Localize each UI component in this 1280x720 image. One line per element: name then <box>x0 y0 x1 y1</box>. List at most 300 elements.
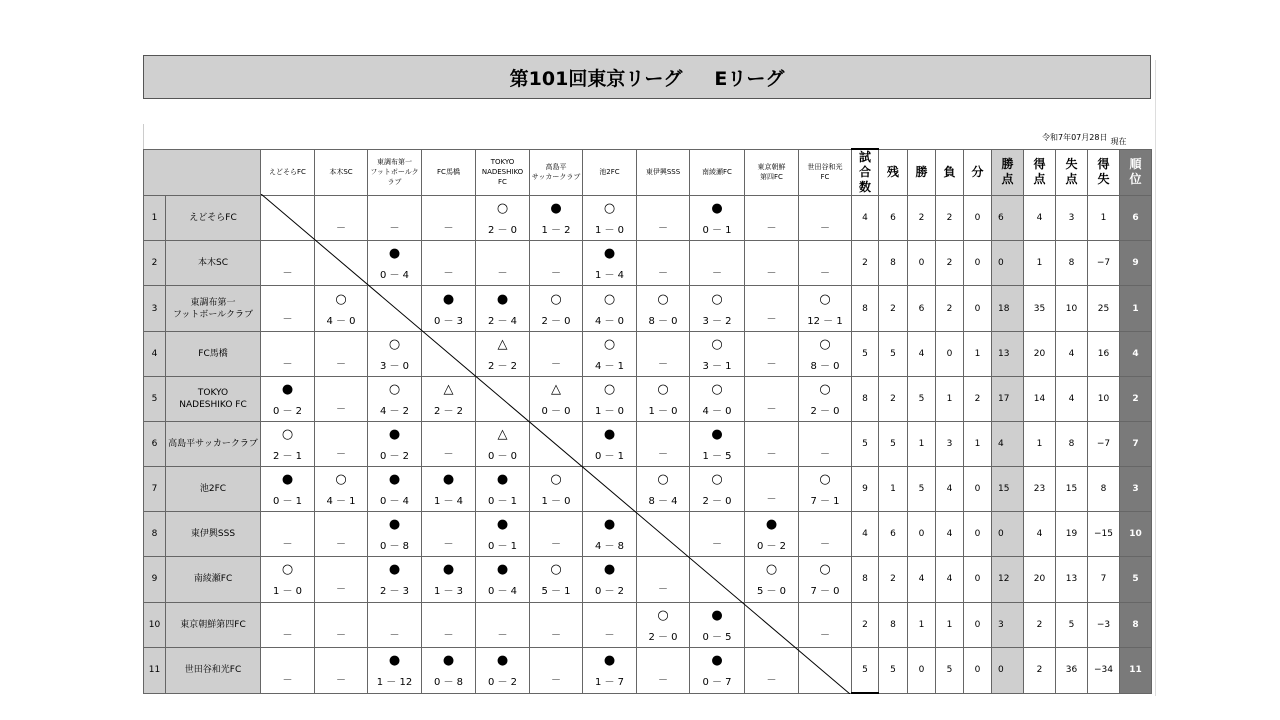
stat-cell: 2 <box>852 602 879 647</box>
match-score: 0 － 0 <box>487 451 518 463</box>
unplayed-dash: － <box>820 268 830 280</box>
stat-cell: 2 <box>879 557 908 602</box>
result-mark: ● <box>442 291 455 307</box>
result-mark: ○ <box>550 291 562 307</box>
header-stat: 分 <box>964 149 992 196</box>
unplayed-dash: － <box>336 223 346 235</box>
result-mark: ○ <box>603 291 616 307</box>
row-number: 3 <box>144 286 166 331</box>
header-stat: 失 点 <box>1056 149 1088 196</box>
stat-cell: 0 <box>964 467 992 512</box>
header-row <box>144 149 1152 196</box>
team-name: 池2FC <box>166 467 261 512</box>
match-score: 8 － 0 <box>648 315 678 327</box>
stat-cell: 2 <box>852 241 879 286</box>
result-mark: ○ <box>496 201 509 217</box>
match-score: 4 － 0 <box>326 315 356 327</box>
match-score: 7 － 1 <box>810 496 840 508</box>
result-mark: ○ <box>711 291 723 307</box>
stat-cell: 23 <box>1024 467 1056 512</box>
match-score: 0 － 2 <box>487 677 518 689</box>
result-mark: ● <box>496 653 509 669</box>
rank-cell: 10 <box>1120 512 1152 557</box>
result-mark: ○ <box>819 336 831 352</box>
result-mark: ○ <box>819 381 831 397</box>
stat-cell: 0 <box>964 602 992 647</box>
unplayed-dash: － <box>282 539 293 551</box>
match-score: 0 － 8 <box>379 541 410 553</box>
stat-cell: 1 <box>1024 241 1056 286</box>
match-score: 2 － 4 <box>487 315 518 327</box>
row-number: 5 <box>144 376 166 421</box>
unplayed-dash: － <box>712 539 722 551</box>
result-mark: ● <box>496 472 509 488</box>
team-name: FC馬橋 <box>166 331 261 376</box>
stat-cell: 4 <box>936 467 964 512</box>
stat-cell: 3 <box>1056 196 1088 241</box>
match-score: 8 － 0 <box>810 360 840 372</box>
result-mark: ● <box>388 517 401 533</box>
unplayed-dash: － <box>282 358 293 370</box>
row-number: 9 <box>144 557 166 602</box>
match-score: 4 － 2 <box>379 405 410 417</box>
stat-cell: 0 <box>908 512 936 557</box>
match-score: 0 － 4 <box>379 496 410 508</box>
result-mark: ○ <box>819 562 831 578</box>
league-subtitle: Eリーグ <box>714 67 785 90</box>
row-number: 7 <box>144 467 166 512</box>
result-mark: ○ <box>388 381 401 397</box>
result-mark: ● <box>388 246 401 262</box>
stat-cell: 14 <box>1024 376 1056 421</box>
match-score: 0 － 2 <box>594 586 625 598</box>
date-value: 令和7年07月28日 <box>1042 133 1108 142</box>
team-name: TOKYO NADESHIKO FC <box>166 376 261 421</box>
unplayed-dash: － <box>766 268 777 280</box>
stat-cell: 5 <box>852 421 879 466</box>
rank-cell: 6 <box>1120 196 1152 241</box>
row-number: 10 <box>144 602 166 647</box>
result-mark: ○ <box>603 336 616 352</box>
result-mark: ○ <box>281 427 294 443</box>
stat-cell: 8 <box>1056 421 1088 466</box>
stat-cell: 8 <box>852 286 879 331</box>
stat-cell: 15 <box>992 467 1024 512</box>
row-number: 8 <box>144 512 166 557</box>
unplayed-dash: － <box>766 358 777 370</box>
match-score: 1 － 4 <box>433 496 464 508</box>
unplayed-dash: － <box>282 313 293 325</box>
unplayed-dash: － <box>497 268 508 280</box>
rank-cell: 5 <box>1120 557 1152 602</box>
stat-cell: 0 <box>908 647 936 693</box>
unplayed-dash: － <box>443 629 454 641</box>
stat-cell: 6 <box>879 196 908 241</box>
unplayed-dash: － <box>282 629 293 641</box>
unplayed-dash: － <box>389 629 400 641</box>
result-mark: △ <box>551 381 561 397</box>
unplayed-dash: － <box>766 223 777 235</box>
header-team: 東京朝鮮 第四FC <box>745 149 799 196</box>
match-score: 2 － 0 <box>648 631 678 643</box>
result-mark: ● <box>281 381 294 397</box>
unplayed-dash: － <box>766 449 777 461</box>
stat-cell: 6 <box>908 286 936 331</box>
match-score: 0 － 4 <box>487 586 518 598</box>
unplayed-dash: － <box>766 403 777 415</box>
stat-cell: 3 <box>936 421 964 466</box>
header-stat: 勝 点 <box>992 149 1024 196</box>
team-name: えどそらFC <box>166 196 261 241</box>
stat-cell: 0 <box>964 512 992 557</box>
unplayed-dash: － <box>658 584 668 596</box>
match-score: 1 － 7 <box>594 677 625 689</box>
team-name: 東伊興SSS <box>166 512 261 557</box>
unplayed-dash: － <box>336 449 346 461</box>
result-mark: ● <box>550 201 562 217</box>
league-title: 第101回東京リーグ <box>509 67 683 90</box>
stat-cell: 16 <box>1088 331 1120 376</box>
result-mark: ○ <box>335 472 347 488</box>
match-score: 0 － 7 <box>702 677 732 689</box>
header-team: 高島平 サッカークラブ <box>530 149 583 196</box>
header-stat: 順 位 <box>1120 149 1152 196</box>
match-score: 8 － 4 <box>648 496 678 508</box>
match-score: 1 － 5 <box>702 451 732 463</box>
stat-cell: 2 <box>964 376 992 421</box>
match-score: 12 － 1 <box>807 315 843 327</box>
result-mark: ● <box>603 653 616 669</box>
result-mark: ● <box>711 653 723 669</box>
result-mark: ● <box>711 201 723 217</box>
match-score: 2 － 3 <box>379 586 410 598</box>
stat-cell: 20 <box>1024 557 1056 602</box>
match-score: 1 － 2 <box>541 225 571 237</box>
stat-cell: 17 <box>992 376 1024 421</box>
result-mark: ○ <box>711 381 723 397</box>
stat-cell: −15 <box>1088 512 1120 557</box>
match-score: 0 － 2 <box>379 451 410 463</box>
corner-cell <box>144 149 261 196</box>
unplayed-dash: － <box>766 313 777 325</box>
result-mark: ● <box>603 562 616 578</box>
match-score: 1 － 0 <box>541 496 571 508</box>
stat-cell: 6 <box>879 512 908 557</box>
result-mark: ● <box>442 653 455 669</box>
stat-cell: 1 <box>1088 196 1120 241</box>
unplayed-dash: － <box>336 539 346 551</box>
match-score: 5 － 0 <box>756 586 787 598</box>
stat-cell: 8 <box>852 557 879 602</box>
result-mark: ○ <box>711 336 723 352</box>
result-mark: △ <box>443 381 454 397</box>
rank-cell: 7 <box>1120 421 1152 466</box>
result-mark: ● <box>711 607 723 623</box>
match-score: 0 － 0 <box>541 405 571 417</box>
stat-cell: 1 <box>964 421 992 466</box>
match-score: 4 － 1 <box>326 496 356 508</box>
result-mark: ○ <box>603 201 616 217</box>
stat-cell: 18 <box>992 286 1024 331</box>
result-mark: ● <box>388 472 401 488</box>
stat-cell: 2 <box>936 196 964 241</box>
stat-cell: −3 <box>1088 602 1120 647</box>
result-mark: ● <box>281 472 294 488</box>
header-team: えどそらFC <box>261 149 315 196</box>
unplayed-dash: － <box>658 675 668 687</box>
stat-cell: −7 <box>1088 241 1120 286</box>
match-score: 0 － 1 <box>487 541 518 553</box>
match-score: 4 － 8 <box>594 541 625 553</box>
unplayed-dash: － <box>443 449 454 461</box>
match-score: 0 － 1 <box>272 496 303 508</box>
unplayed-dash: － <box>282 268 293 280</box>
result-mark: ● <box>496 291 509 307</box>
stat-cell: 2 <box>1024 647 1056 693</box>
unplayed-dash: － <box>443 268 454 280</box>
stat-cell: 4 <box>936 557 964 602</box>
header-team: 南綾瀬FC <box>690 149 745 196</box>
match-score: 3 － 1 <box>702 360 732 372</box>
result-mark: ○ <box>281 562 294 578</box>
stat-cell: 4 <box>1024 196 1056 241</box>
stat-cell: 8 <box>852 376 879 421</box>
stat-cell: 5 <box>852 647 879 693</box>
unplayed-dash: － <box>766 675 777 687</box>
stat-cell: 2 <box>1024 602 1056 647</box>
header-team: 池2FC <box>583 149 637 196</box>
stat-cell: 6 <box>992 196 1024 241</box>
team-name: 東京朝鮮第四FC <box>166 602 261 647</box>
unplayed-dash: － <box>336 675 346 687</box>
stat-cell: 1 <box>1024 421 1056 466</box>
sheet-edge-right <box>1155 60 1156 696</box>
unplayed-dash: － <box>658 449 668 461</box>
unplayed-dash: － <box>443 223 454 235</box>
stat-cell: 35 <box>1024 286 1056 331</box>
row-number: 11 <box>144 647 166 693</box>
stat-cell: 1 <box>936 602 964 647</box>
header-team: 東伊興SSS <box>637 149 690 196</box>
row-number: 6 <box>144 421 166 466</box>
unplayed-dash: － <box>389 223 400 235</box>
header-team: FC馬橋 <box>422 149 476 196</box>
match-score: 1 － 4 <box>594 270 625 282</box>
unplayed-dash: － <box>658 268 668 280</box>
stat-cell: 4 <box>908 557 936 602</box>
stat-cell: −7 <box>1088 421 1120 466</box>
match-score: 4 － 1 <box>594 360 625 372</box>
stat-cell: 0 <box>964 647 992 693</box>
rank-cell: 11 <box>1120 647 1152 693</box>
stat-cell: 8 <box>1088 467 1120 512</box>
stat-cell: 5 <box>879 331 908 376</box>
result-mark: ● <box>711 427 723 443</box>
stat-cell: 1 <box>908 421 936 466</box>
stat-cell: 5 <box>852 331 879 376</box>
stat-cell: 5 <box>908 376 936 421</box>
match-score: 2 － 0 <box>541 315 571 327</box>
stat-cell: 4 <box>936 512 964 557</box>
header-stat: 試 合 数 <box>852 149 879 196</box>
match-score: 0 － 3 <box>433 315 464 327</box>
stat-cell: 9 <box>852 467 879 512</box>
header-stat: 得 点 <box>1024 149 1056 196</box>
header-stat: 残 <box>879 149 908 196</box>
match-score: 0 － 1 <box>594 451 625 463</box>
unplayed-dash: － <box>443 539 454 551</box>
match-score: 1 － 0 <box>272 586 303 598</box>
team-name: 高島平サッカークラブ <box>166 421 261 466</box>
match-score: 3 － 2 <box>702 315 732 327</box>
stat-cell: 5 <box>879 421 908 466</box>
unplayed-dash: － <box>497 629 508 641</box>
unplayed-dash: － <box>336 358 346 370</box>
stat-cell: 4 <box>1024 512 1056 557</box>
stat-cell: 0 <box>964 286 992 331</box>
stat-cell: 4 <box>1056 376 1088 421</box>
stat-cell: 10 <box>1056 286 1088 331</box>
stat-cell: 4 <box>852 512 879 557</box>
unplayed-dash: － <box>551 675 561 687</box>
match-score: 0 － 8 <box>433 677 464 689</box>
rank-cell: 1 <box>1120 286 1152 331</box>
match-score: 2 － 0 <box>810 405 840 417</box>
match-score: 2 － 2 <box>433 405 464 417</box>
date-suffix: 現在 <box>1110 137 1127 146</box>
rank-cell: 9 <box>1120 241 1152 286</box>
stat-cell: 2 <box>879 376 908 421</box>
stat-cell: 15 <box>1056 467 1088 512</box>
match-score: 0 － 4 <box>379 270 410 282</box>
stat-cell: 8 <box>879 602 908 647</box>
unplayed-dash: － <box>820 449 830 461</box>
stat-cell: 12 <box>992 557 1024 602</box>
match-score: 7 － 0 <box>810 586 840 598</box>
match-score: 1 － 0 <box>594 405 625 417</box>
stat-cell: 8 <box>1056 241 1088 286</box>
league-title-bar <box>143 55 1151 99</box>
unplayed-dash: － <box>336 584 346 596</box>
team-name: 南綾瀬FC <box>166 557 261 602</box>
result-mark: △ <box>497 427 508 443</box>
stat-cell: 36 <box>1056 647 1088 693</box>
result-mark: ○ <box>335 291 347 307</box>
result-mark: ● <box>603 246 616 262</box>
stat-cell: 0 <box>992 512 1024 557</box>
unplayed-dash: － <box>658 223 668 235</box>
match-score: 1 － 12 <box>376 677 413 689</box>
result-mark: ● <box>442 472 455 488</box>
unplayed-dash: － <box>551 629 561 641</box>
unplayed-dash: － <box>551 268 561 280</box>
header-team: 本木SC <box>315 149 368 196</box>
match-score: 0 － 2 <box>756 541 787 553</box>
team-name: 世田谷和光FC <box>166 647 261 693</box>
stat-cell: 0 <box>992 647 1024 693</box>
unplayed-dash: － <box>551 358 561 370</box>
unplayed-dash: － <box>604 629 615 641</box>
stat-cell: 0 <box>964 557 992 602</box>
unplayed-dash: － <box>766 494 777 506</box>
stat-cell: 2 <box>879 286 908 331</box>
unplayed-dash: － <box>820 629 830 641</box>
result-mark: ● <box>603 517 616 533</box>
unplayed-dash: － <box>336 629 346 641</box>
result-mark: ● <box>388 427 401 443</box>
result-mark: ○ <box>657 291 669 307</box>
stat-cell: 0 <box>908 241 936 286</box>
rank-cell: 2 <box>1120 376 1152 421</box>
stat-cell: 4 <box>908 331 936 376</box>
rank-cell: 3 <box>1120 467 1152 512</box>
match-score: 0 － 1 <box>487 496 518 508</box>
stat-cell: 25 <box>1088 286 1120 331</box>
result-mark: ● <box>496 517 509 533</box>
stat-cell: 8 <box>879 241 908 286</box>
stat-cell: 0 <box>964 196 992 241</box>
result-mark: ○ <box>657 607 669 623</box>
team-name: 東調布第一 フットボールクラブ <box>166 286 261 331</box>
row-number: 2 <box>144 241 166 286</box>
stat-cell: 7 <box>1088 557 1120 602</box>
stat-cell: 20 <box>1024 331 1056 376</box>
match-score: 3 － 0 <box>379 360 410 372</box>
stat-cell: 4 <box>1056 331 1088 376</box>
unplayed-dash: － <box>336 403 346 415</box>
unplayed-dash: － <box>820 223 830 235</box>
unplayed-dash: － <box>658 358 668 370</box>
stat-cell: 0 <box>992 241 1024 286</box>
match-score: 2 － 2 <box>487 360 518 372</box>
match-score: 2 － 0 <box>487 225 518 237</box>
match-score: 1 － 0 <box>648 405 678 417</box>
match-score: 0 － 2 <box>272 405 303 417</box>
stat-cell: 0 <box>936 331 964 376</box>
stat-cell: 5 <box>1056 602 1088 647</box>
unplayed-dash: － <box>820 539 830 551</box>
result-mark: ○ <box>550 472 562 488</box>
row-number: 4 <box>144 331 166 376</box>
stat-cell: 4 <box>852 196 879 241</box>
row-number: 1 <box>144 196 166 241</box>
match-score: 4 － 0 <box>702 405 732 417</box>
stat-cell: 10 <box>1088 376 1120 421</box>
stat-cell: 1 <box>936 376 964 421</box>
header-team: TOKYO NADESHIKO FC <box>476 149 530 196</box>
header-stat: 負 <box>936 149 964 196</box>
stat-cell: 2 <box>908 196 936 241</box>
team-name: 本木SC <box>166 241 261 286</box>
header-stat: 勝 <box>908 149 936 196</box>
as-of-date <box>1042 132 1127 146</box>
rank-cell: 4 <box>1120 331 1152 376</box>
result-mark: ○ <box>657 381 669 397</box>
unplayed-dash: － <box>712 268 722 280</box>
stat-cell: 2 <box>936 286 964 331</box>
stat-cell: 13 <box>1056 557 1088 602</box>
header-stat: 得 失 <box>1088 149 1120 196</box>
stat-cell: 5 <box>936 647 964 693</box>
result-mark: ● <box>765 517 778 533</box>
result-mark: ○ <box>388 336 401 352</box>
stat-cell: −34 <box>1088 647 1120 693</box>
header-team: 東調布第一 フットボールク ラブ <box>368 149 422 196</box>
result-mark: ○ <box>657 472 669 488</box>
match-score: 0 － 5 <box>702 631 732 643</box>
stat-cell: 1 <box>879 467 908 512</box>
stat-cell: 5 <box>908 467 936 512</box>
